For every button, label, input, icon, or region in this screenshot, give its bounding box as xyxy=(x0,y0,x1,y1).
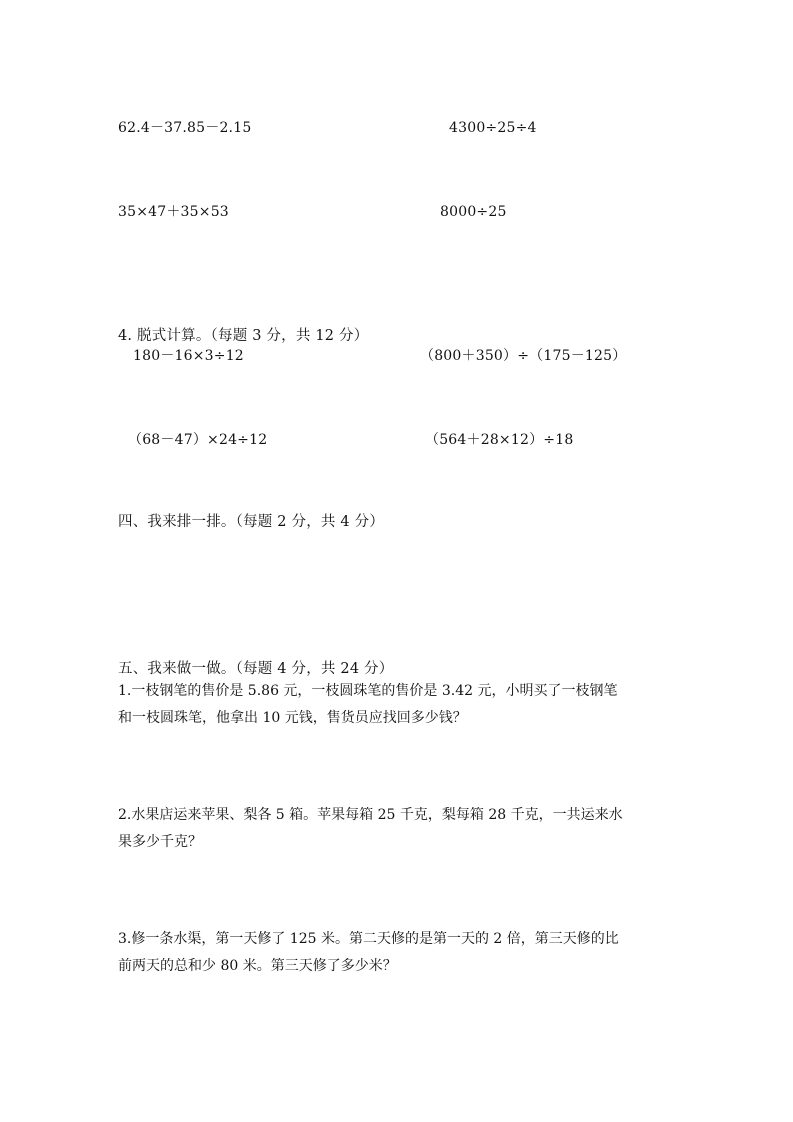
calc-expression-3: 35×47＋35×53 xyxy=(118,204,229,220)
stepwise-expression-1: 180－16×3÷12 xyxy=(133,348,244,364)
word-problem-3-line-1: 3.修一条水渠，第一天修了 125 米。第二天修的是第一天的 2 倍，第三天修的比 xyxy=(118,931,619,947)
word-problem-2-line-2: 果多少千克？ xyxy=(118,834,202,850)
calc-expression-2: 4300÷25÷4 xyxy=(449,120,537,136)
section-5-heading: 五、我来做一做。（每题 4 分，共 24 分） xyxy=(118,661,394,677)
word-problem-1 xyxy=(118,678,683,732)
word-problem-3 xyxy=(118,926,683,980)
word-problem-1-line-2: 和一枝圆珠笔，他拿出 10 元钱，售货员应找回多少钱？ xyxy=(118,710,467,726)
stepwise-expression-2: （800＋350）÷（175－125） xyxy=(420,348,627,364)
word-problem-2 xyxy=(118,802,683,856)
section-4-heading: 四、我来排一排。（每题 2 分，共 4 分） xyxy=(118,514,385,530)
stepwise-expression-4: （564＋28×12）÷18 xyxy=(425,432,574,448)
calc-expression-4: 8000÷25 xyxy=(440,204,507,220)
word-problem-2-line-1: 2.水果店运来苹果、梨各 5 箱。苹果每箱 25 千克，梨每箱 28 千克，一共运来水 xyxy=(118,807,623,823)
calc-expression-1: 62.4－37.85－2.15 xyxy=(118,120,252,136)
word-problem-3-line-2: 前两天的总和少 80 米。第三天修了多少米？ xyxy=(118,958,397,974)
question-4-heading: 4. 脱式计算。（每题 3 分，共 12 分） xyxy=(118,328,369,344)
word-problem-1-line-1: 1.一枝钢笔的售价是 5.86 元，一枝圆珠笔的售价是 3.42 元，小明买了一枝钢笔 xyxy=(118,683,618,699)
stepwise-expression-3: （68－47）×24÷12 xyxy=(128,432,268,448)
